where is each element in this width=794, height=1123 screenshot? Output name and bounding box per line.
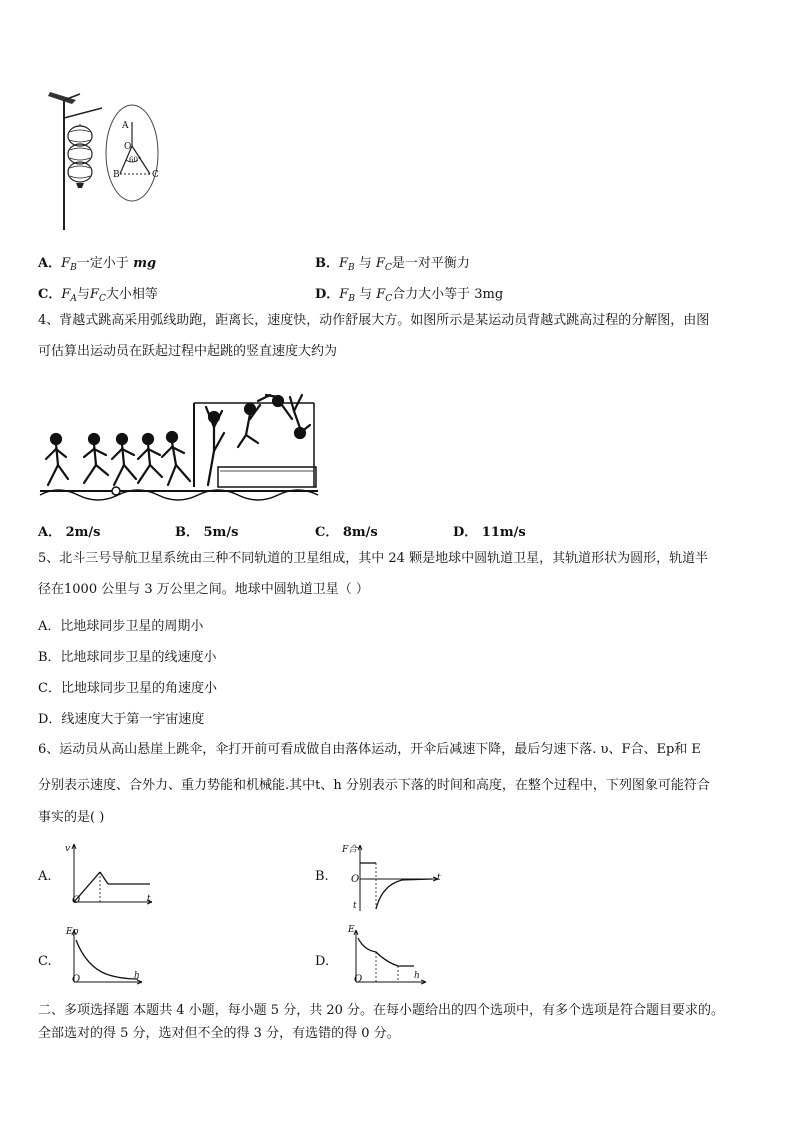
force-subscript: C bbox=[384, 263, 392, 273]
force-symbol: F bbox=[375, 256, 385, 271]
graph-a-origin: O bbox=[72, 895, 81, 906]
q6-stem-line2: 分别表示速度、合外力、重力势能和机械能.其中t、h 分别表示下落的时间和高度，在整个过程中，下列图象可能符合 bbox=[38, 778, 710, 793]
q5-option-b[interactable]: B．比地球同步卫星的线速度小 bbox=[38, 650, 217, 665]
q6-stem-line1: 6、运动员从高山悬崖上跳伞，伞打开前可看成做自由落体运动，开伞后减速下降，最后匀速下落. υ、F合、Ep和 E bbox=[38, 742, 701, 757]
q6-option-d-letter[interactable]: D. bbox=[315, 954, 330, 969]
option-label: A． 2m/s bbox=[38, 525, 101, 540]
graph-b bbox=[352, 843, 447, 913]
q5-stem-line1: 5、北斗三号导航卫星系统由三种不同轨道的卫星组成，其中 24 颗是地球中圆轨道卫星，其轨道形状为圆形，轨道半 bbox=[38, 551, 709, 566]
option-text: 一定小于 bbox=[76, 256, 129, 271]
option-text: 与 bbox=[354, 287, 377, 302]
option-label: C． 8m/s bbox=[315, 525, 378, 540]
graph-d-ylabel: E bbox=[348, 925, 355, 935]
section2-line1: 二、多项选择题 本题共 4 小题，每小题 5 分，共 20 分。在每小题给出的四个选项中，有多个选项是符合题目要求的。 bbox=[38, 1003, 725, 1018]
force-subscript: B bbox=[348, 294, 355, 304]
label-c: C bbox=[152, 170, 159, 180]
q4-option-b[interactable] bbox=[175, 521, 238, 540]
option-letter: A． bbox=[38, 256, 62, 271]
option-text-end: 大小相等 bbox=[105, 287, 158, 302]
q4-option-c[interactable] bbox=[315, 521, 378, 540]
force-subscript: C bbox=[385, 294, 393, 304]
high-jump-figure bbox=[38, 375, 320, 500]
force-symbol: F bbox=[376, 287, 386, 302]
q6-option-a-letter[interactable]: A. bbox=[38, 869, 52, 884]
graph-a-ylabel: v bbox=[65, 844, 71, 854]
option-text: 与 bbox=[354, 256, 376, 271]
graph-c-ylabel: Ep bbox=[66, 927, 79, 937]
q3-option-b[interactable] bbox=[315, 252, 470, 273]
label-o: O bbox=[124, 142, 132, 152]
q4-stem-line2: 可估算出运动员在跃起过程中起跳的竖直速度大约为 bbox=[38, 344, 338, 359]
section2-line2: 全部选对的得 5 分，选对但不全的得 3 分，有选错的得 0 分。 bbox=[38, 1026, 400, 1041]
graph-b-ylabel: F合 bbox=[342, 845, 358, 855]
q5-option-d[interactable]: D．线速度大于第一宇宙速度 bbox=[38, 712, 205, 727]
force-symbol: F bbox=[89, 287, 99, 302]
force-symbol: F bbox=[339, 256, 349, 271]
graph-b-extra-label: t bbox=[353, 901, 357, 911]
q6-option-b-letter[interactable]: B. bbox=[315, 869, 329, 884]
graph-a-xlabel: t bbox=[147, 894, 151, 904]
force-symbol: F bbox=[339, 287, 349, 302]
option-text-end: mg bbox=[128, 256, 157, 271]
q4-option-a[interactable] bbox=[38, 521, 100, 540]
q3-option-c[interactable] bbox=[38, 283, 158, 304]
force-symbol: F bbox=[61, 256, 71, 271]
graph-b-origin: O bbox=[351, 874, 360, 885]
q6-option-c-letter[interactable]: C. bbox=[38, 954, 52, 969]
lantern-figure bbox=[40, 88, 180, 233]
q5-option-c[interactable]: C．比地球同步卫星的角速度小 bbox=[38, 681, 217, 696]
force-subscript: A bbox=[70, 294, 77, 304]
label-angle: 60° bbox=[129, 156, 142, 164]
q4-option-d[interactable] bbox=[453, 521, 526, 540]
q6-stem-line3: 事实的是( ) bbox=[38, 810, 105, 825]
graph-b-xlabel: t bbox=[437, 873, 441, 883]
q3-option-a[interactable] bbox=[38, 252, 156, 273]
force-subscript: C bbox=[98, 294, 106, 304]
q5-stem-line2: 径在1000 公里与 3 万公里之间。地球中圆轨道卫星（ ） bbox=[38, 582, 369, 597]
q5-option-a[interactable]: A．比地球同步卫星的周期小 bbox=[38, 619, 204, 634]
option-letter: C． bbox=[38, 287, 62, 302]
q4-stem-line1: 4、背越式跳高采用弧线助跑，距离长，速度快，动作舒展大方。如图所示是某运动员背越式跳高过程的分解图，由图 bbox=[38, 313, 710, 328]
label-a: A bbox=[122, 121, 129, 131]
force-subscript: B bbox=[348, 263, 355, 273]
q3-option-d[interactable] bbox=[315, 283, 503, 304]
option-text: 与 bbox=[76, 287, 90, 302]
graph-c-origin: O bbox=[72, 974, 81, 985]
label-b: B bbox=[113, 170, 120, 180]
option-label: B． 5m/s bbox=[175, 525, 239, 540]
option-text-end: 合力大小等于 3mg bbox=[392, 287, 504, 302]
option-text-end: 是一对平衡力 bbox=[391, 256, 470, 271]
option-letter: B． bbox=[315, 256, 339, 271]
graph-c-xlabel: h bbox=[134, 971, 140, 981]
graph-d-origin: O bbox=[354, 974, 363, 985]
graph-d-xlabel: h bbox=[414, 971, 420, 981]
option-label: D． 11m/s bbox=[453, 525, 526, 540]
force-symbol: F bbox=[61, 287, 71, 302]
force-subscript: B bbox=[70, 263, 77, 273]
option-letter: D． bbox=[315, 287, 340, 302]
